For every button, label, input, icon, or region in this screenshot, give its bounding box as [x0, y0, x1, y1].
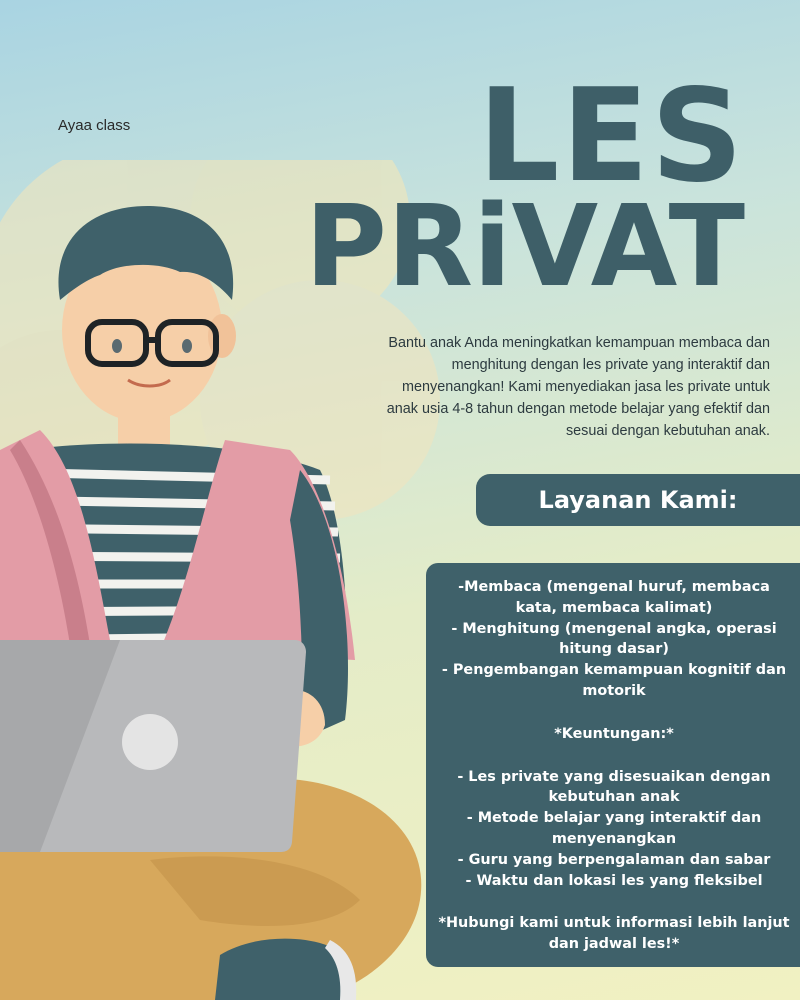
- service-item: - Menghitung (mengenal angka, operasi hitung dasar): [451, 620, 777, 658]
- brand-name: Ayaa class: [58, 117, 131, 134]
- benefit-item: - Waktu dan lokasi les yang fleksibel: [465, 872, 763, 889]
- contact-note: *Hubungi kami untuk informasi lebih lanjut dan jadwal les!*: [438, 915, 790, 953]
- benefit-item: - Guru yang berpengalaman dan sabar: [457, 851, 771, 868]
- title-line-2: PRiVAT: [304, 181, 745, 312]
- benefit-item: - Metode belajar yang interaktif dan menyenangkan: [466, 810, 762, 847]
- laptop-logo: [122, 714, 178, 770]
- benefits-heading: *Keuntungan:*: [554, 725, 674, 742]
- description: Bantu anak Anda meningkatkan kemampuan membaca dan menghitung dengan les private yang interaktif dan menyenangkan! Kami menyediakan jasa les private untuk anak usia 4-8 tahun dengan metode belajar yang efektif dan sesuai dengan kebutuhan anak.: [386, 335, 770, 439]
- services-box: [426, 563, 800, 967]
- benefit-item: - Les private yang disesuaikan dengan kebutuhan anak: [457, 768, 771, 806]
- title-line-1: LES: [477, 62, 745, 211]
- service-item: - Pengembangan kemampuan kognitif dan motorik: [441, 662, 787, 699]
- poster-title: [304, 62, 745, 312]
- service-item: -Membaca (mengenal huruf, membaca kata, membaca kalimat): [458, 579, 770, 616]
- services-header: Layanan Kami:: [476, 474, 800, 526]
- ear: [208, 314, 236, 358]
